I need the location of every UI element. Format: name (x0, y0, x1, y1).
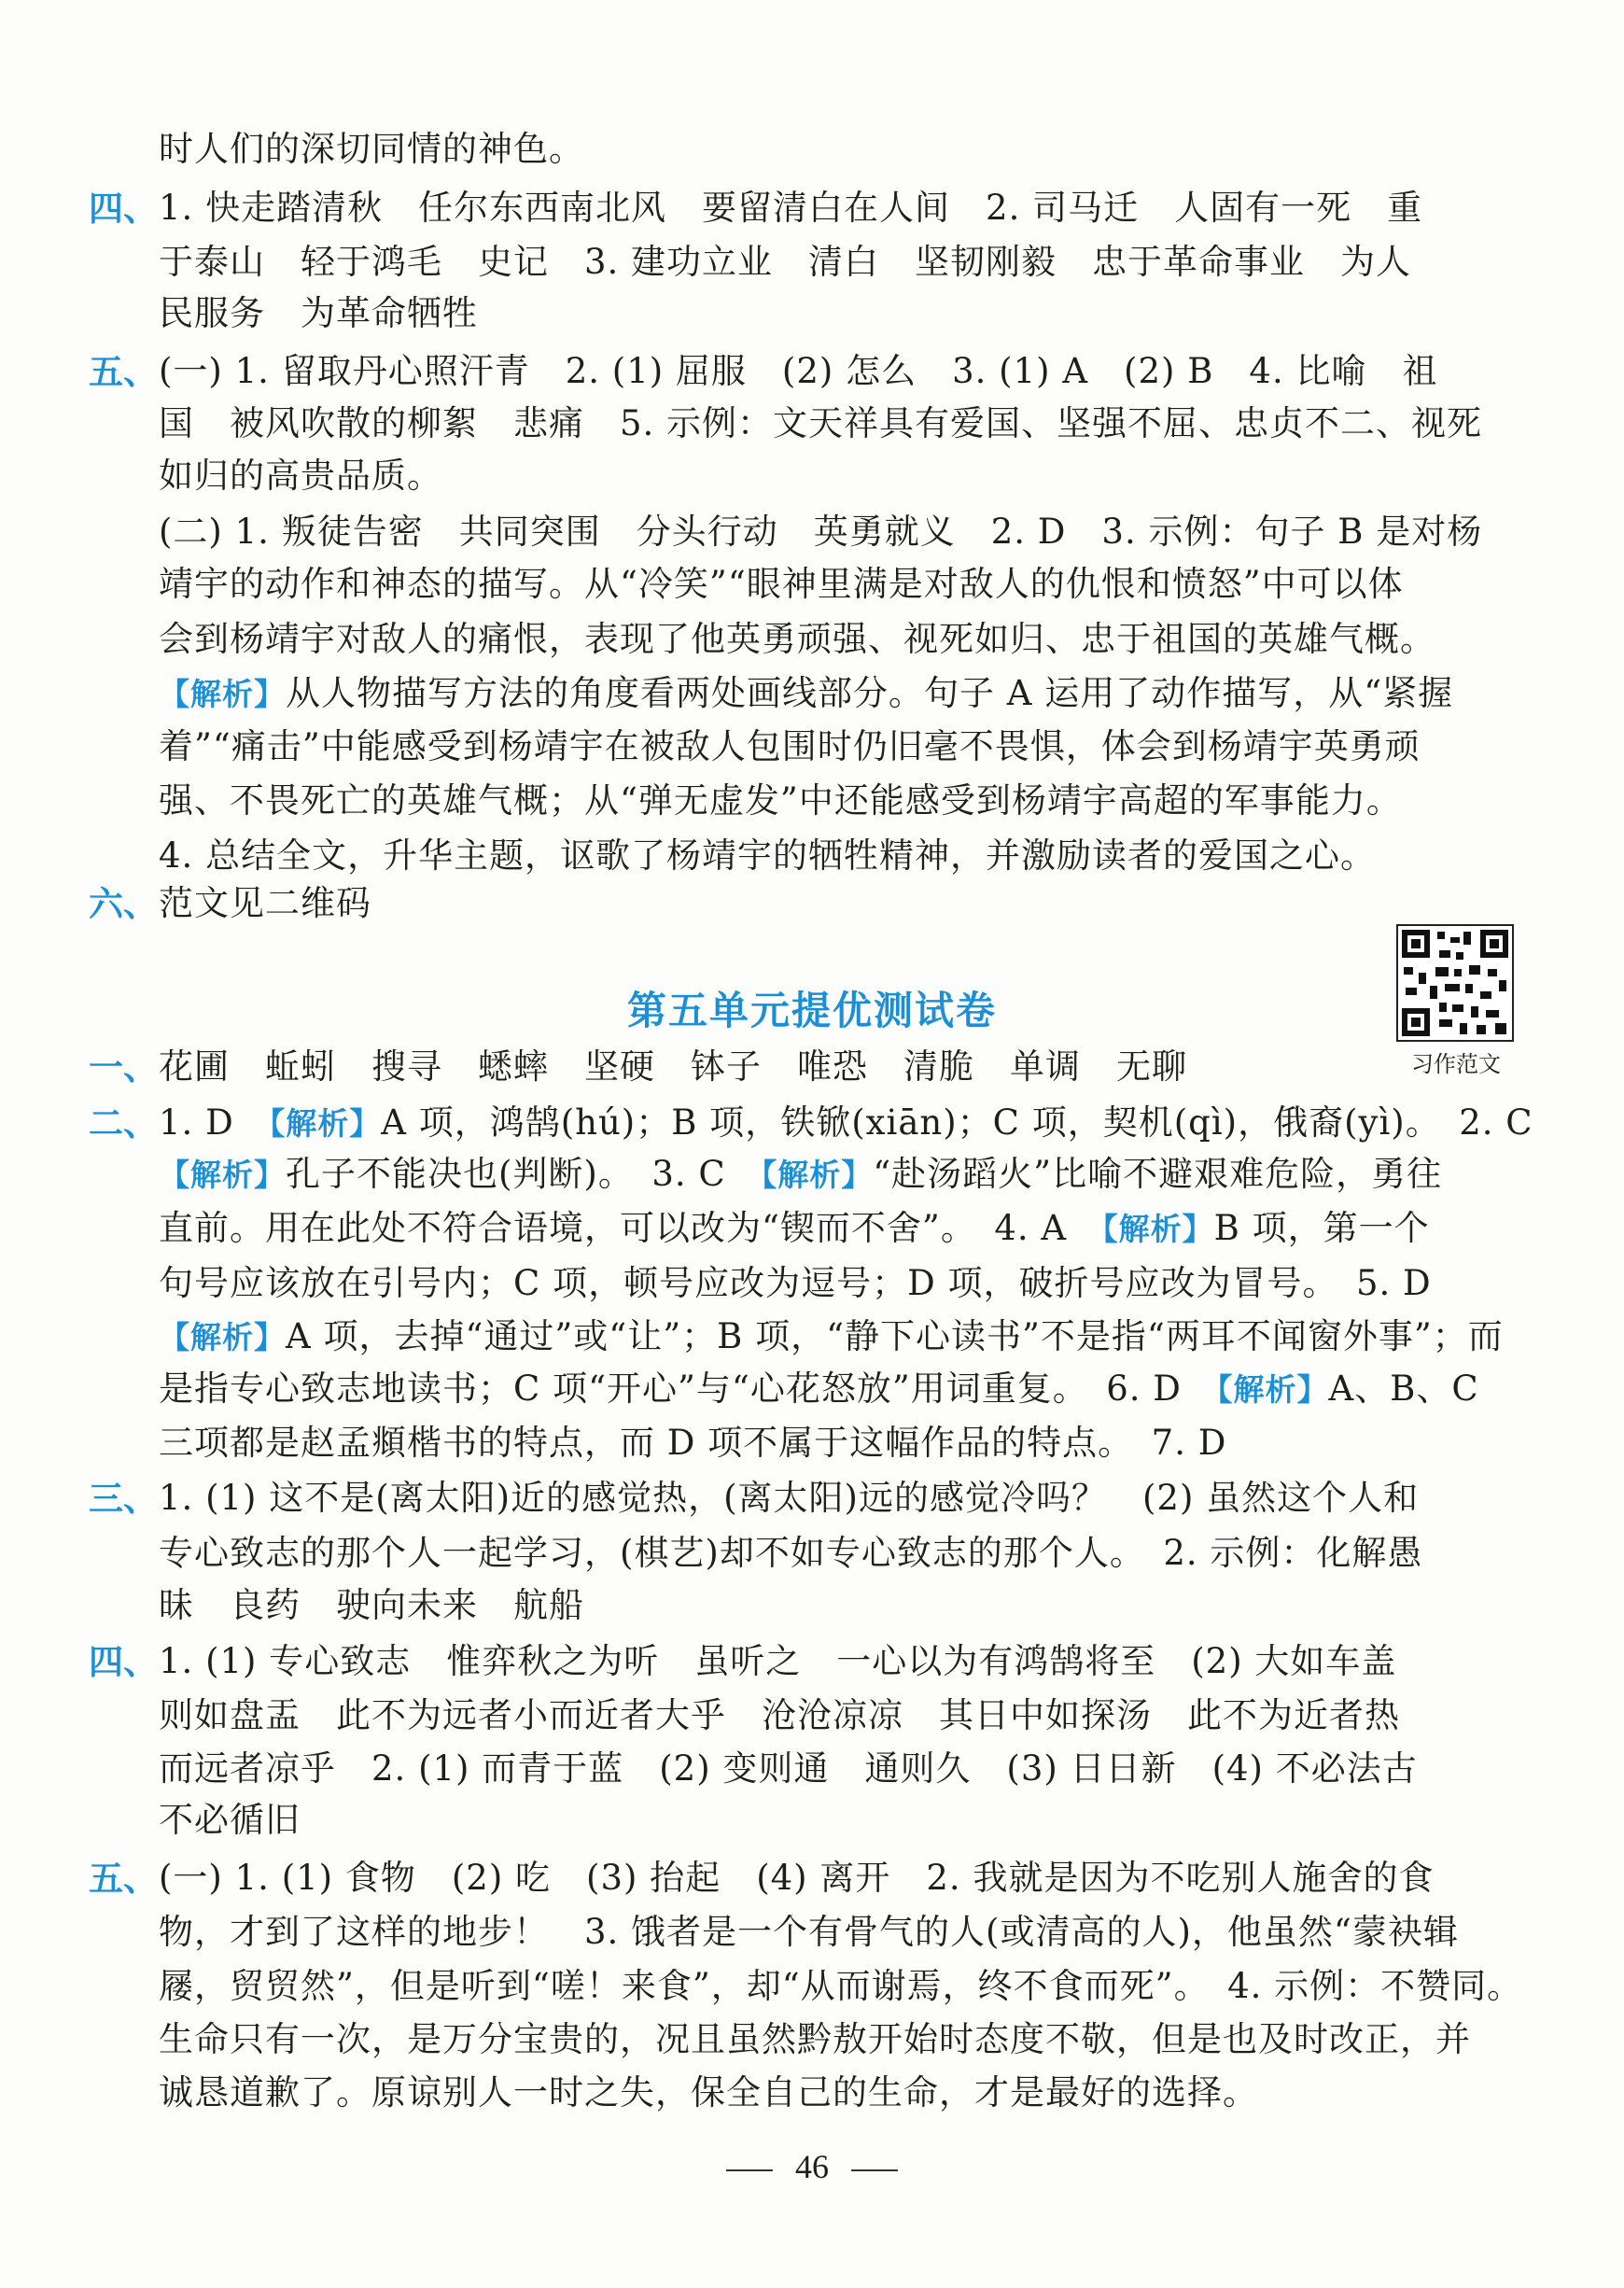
answer-line: 昧 良药 驶向未来 航船 (159, 1585, 584, 1625)
analysis-tag: 【解析】 (159, 1157, 286, 1193)
answer-line: 诚恳道歉了。原谅别人一时之失，保全自己的生命，才是最好的选择。 (159, 2072, 1258, 2113)
answer-line: 直前。用在此处不符合语境，可以改为“锲而不舍”。 4. A 【解析】B 项，第一个 (159, 1208, 1430, 1248)
answer-line: 【解析】孔子不能决也(判断)。 3. C 【解析】“赴汤蹈火”比喻不避艰难危险，勇往 (159, 1154, 1443, 1194)
answer-line: (一) 1. 留取丹心照汗青 2. (1) 屈服 (2) 怎么 3. (1) A (2) B 4. 比喻 祖 (159, 351, 1438, 391)
section-marker: 一、 (89, 1046, 158, 1088)
answer-line: 于泰山 轻于鸿毛 史记 3. 建功立业 清白 坚韧刚毅 忠于革命事业 为人 (159, 242, 1412, 282)
answer-line: 三项都是赵孟頫楷书的特点，而 D 项不属于这幅作品的特点。 7. D (159, 1423, 1227, 1463)
qr-caption: 习作范文 (1411, 1051, 1501, 1077)
answer-line: 【解析】从人物描写方法的角度看两处画线部分。句子 A 运用了动作描写，从“紧握 (159, 673, 1454, 713)
answer-line: 范文见二维码 (159, 883, 371, 923)
answer-line: 着”“痛击”中能感受到杨靖宇在被敌人包围时仍旧毫不畏惧，体会到杨靖宇英勇顽 (159, 726, 1421, 766)
analysis-tag: 【解析】 (1102, 1211, 1214, 1247)
answer-line: 则如盘盂 此不为远者小而近者大乎 沧沧凉凉 其日中如探汤 此不为近者热 (159, 1695, 1400, 1735)
answer-line: 【解析】A 项，去掉“通过”或“让”；B 项，“静下心读书”不是指“两耳不闻窗外事”；而 (159, 1316, 1504, 1356)
section-marker: 三、 (89, 1478, 158, 1519)
answer-line: 不必循旧 (159, 1800, 301, 1840)
section-marker: 五、 (89, 351, 158, 392)
section-marker: 四、 (89, 1641, 158, 1682)
answer-line: 是指专心致志地读书；C 项“开心”与“心花怒放”用词重复。 6. D 【解析】A、B、C (159, 1369, 1479, 1409)
page-number (0, 2147, 1624, 2186)
answer-line: 1. 快走踏清秋 任尔东西南北风 要留清白在人间 2. 司马迁 人固有一死 重 (159, 188, 1423, 228)
answer-line: 屦，贸贸然”，但是听到“嗟！来食”，却“从而谢焉，终不食而死”。 4. 示例：不赞同。 (159, 1966, 1523, 2006)
section-marker: 四、 (89, 188, 158, 229)
answer-line: 如归的高贵品质。 (159, 456, 442, 496)
answer-line: 物，才到了这样的地步！ 3. 饿者是一个有骨气的人(或清高的人)，他虽然“蒙袂辑 (159, 1912, 1459, 1952)
answer-line: 时人们的深切同情的神色。 (159, 129, 584, 169)
answer-line: 专心致志的那个人一起学习，(棋艺)却不如专心致志的那个人。 2. 示例：化解愚 (159, 1533, 1423, 1573)
analysis-tag: 【解析】 (159, 1319, 286, 1355)
answer-line: 1. D 【解析】A 项，鸿鹄(hú)；B 项，铁锨(xiān)；C 项，契机(qì)，俄裔(yì)。 2. C (159, 1102, 1533, 1143)
answer-line: 而远者凉乎 2. (1) 而青于蓝 (2) 变则通 通则久 (3) 日日新 (4) 不必法古 (159, 1748, 1418, 1789)
answer-line: (二) 1. 叛徒告密 共同突围 分头行动 英勇就义 2. D 3. 示例：句子 B 是对杨 (159, 512, 1483, 552)
answer-line: 1. (1) 专心致志 惟弈秋之为听 虽听之 一心以为有鸿鹄将至 (2) 大如车盖 (159, 1641, 1397, 1681)
unit-title: 第五单元提优测试卷 (626, 988, 997, 1033)
answer-line: 国 被风吹散的柳絮 悲痛 5. 示例：文天祥具有爱国、坚强不屈、忠贞不二、视死 (159, 403, 1483, 443)
section-marker: 五、 (89, 1858, 158, 1899)
answer-line: 花圃 蚯蚓 搜寻 蟋蟀 坚硬 钵子 唯恐 清脆 单调 无聊 (159, 1046, 1187, 1087)
answer-line: 句号应该放在引号内；C 项，顿号应改为逗号；D 项，破折号应改为冒号。 5. D (159, 1263, 1432, 1303)
analysis-tag: 【解析】 (1216, 1371, 1329, 1408)
page-number-text: 46 (795, 2148, 829, 2185)
analysis-tag: 【解析】 (159, 676, 286, 712)
section-marker: 二、 (89, 1102, 158, 1144)
answer-line: 会到杨靖宇对敌人的痛恨，表现了他英勇顽强、视死如归、忠于祖国的英雄气概。 (159, 619, 1435, 659)
qr-code-icon[interactable] (1396, 924, 1514, 1042)
answer-line: 靖宇的动作和神态的描写。从“冷笑”“眼神里满是对敌人的仇恨和愤怒”中可以体 (159, 564, 1404, 604)
section-marker: 六、 (89, 883, 158, 924)
analysis-tag: 【解析】 (761, 1157, 874, 1193)
answer-line: 民服务 为革命牺牲 (159, 293, 478, 333)
answer-line: 4. 总结全文，升华主题，讴歌了杨靖宇的牺牲精神，并激励读者的爱国之心。 (159, 835, 1377, 876)
answer-line: 强、不畏死亡的英雄气概；从“弹无虚发”中还能感受到杨靖宇高超的军事能力。 (159, 780, 1402, 821)
analysis-tag: 【解析】 (269, 1105, 382, 1142)
answer-line: 1. (1) 这不是(离太阳)近的感觉热，(离太阳)远的感觉冷吗？ (2) 虽然这个人和 (159, 1478, 1420, 1518)
answer-line: 生命只有一次，是万分宝贵的，况且虽然黔敖开始时态度不敬，但是也及时改正，并 (159, 2019, 1471, 2059)
answer-line: (一) 1. (1) 食物 (2) 吃 (3) 抬起 (4) 离开 2. 我就是因为不吃别人施舍的食 (159, 1858, 1435, 1898)
